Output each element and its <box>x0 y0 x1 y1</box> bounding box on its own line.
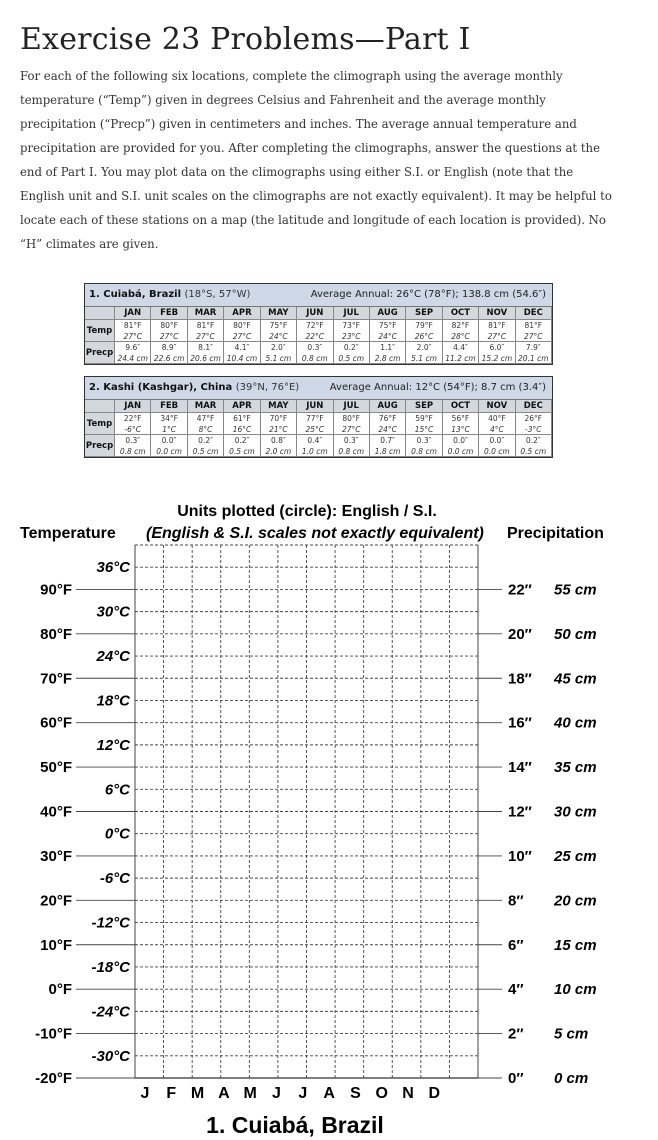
month-letter-label: N <box>402 1085 414 1102</box>
station-table-cuiaba <box>84 283 553 365</box>
fahrenheit-tick-label: 0°F <box>48 981 72 999</box>
temp-c-cell: 27°C <box>516 331 552 342</box>
temp-f-cell: 80°F <box>224 320 260 331</box>
month-letter-label: S <box>350 1085 361 1102</box>
precp-in-cell: 0.0″ <box>443 435 479 446</box>
inch-tick-label: 22″ <box>508 581 532 599</box>
station-header <box>85 377 552 400</box>
fahrenheit-tick-label: -10°F <box>35 1025 72 1043</box>
precp-cm-cell: 0.8 cm <box>297 353 333 364</box>
temp-c-cell: 22°C <box>297 331 333 342</box>
fahrenheit-tick-label: 30°F <box>40 847 72 865</box>
precp-cm-cell: 1.8 cm <box>370 446 406 457</box>
station-annual-average: Average Annual: 26°C (78°F); 138.8 cm (54.6″) <box>310 289 546 300</box>
climograph-caption: 1. Cuiabá, Brazil <box>206 1112 384 1138</box>
month-header: APR <box>224 400 260 413</box>
temperature-heading: Temperature <box>20 525 116 542</box>
cm-tick-label: 20 cm <box>554 892 597 910</box>
month-header: NOV <box>479 307 515 320</box>
temp-c-cell: 27°C <box>224 331 260 342</box>
precp-cm-cell: 15.2 cm <box>479 353 515 364</box>
inch-tick-label: 18″ <box>508 670 532 688</box>
month-header: DEC <box>516 400 552 413</box>
cm-tick-label: 55 cm <box>554 581 597 599</box>
month-header: APR <box>224 307 260 320</box>
month-letter-label: D <box>428 1085 441 1102</box>
temp-f-cell: 80°F <box>334 413 370 424</box>
celsius-tick-label: -6°C <box>99 870 130 888</box>
temp-f-cell: 79°F <box>406 320 442 331</box>
month-header: AUG <box>370 307 406 320</box>
temp-c-cell: 24°C <box>370 424 406 435</box>
precp-cm-cell: 0.0 cm <box>479 446 515 457</box>
fahrenheit-tick-label: -20°F <box>35 1070 72 1087</box>
temp-f-cell: 59°F <box>406 413 442 424</box>
temp-f-cell: 81°F <box>115 320 151 331</box>
precp-in-cell: 1.1″ <box>370 342 406 353</box>
celsius-tick-label: -30°C <box>91 1047 130 1065</box>
precp-cm-cell: 20.1 cm <box>516 353 552 364</box>
month-header: SEP <box>406 400 442 413</box>
temp-c-cell: 21°C <box>261 424 297 435</box>
inch-tick-label: 6″ <box>508 936 524 954</box>
temp-c-cell: 15°C <box>406 424 442 435</box>
instructions-paragraph: For each of the following six locations, complete the climograph using the average monthly temperature (“Temp”) given in degrees Celsius and Fahrenheit and the average monthly precipitation (“Precp”) given in centimeters and inches. The average annual temperature and precipitation are provided for you. After completing the climographs, answer the questions at the end of Part I. You may plot data on the climographs using either S.I. or English (note that the English unit and S.I. unit scales on the climographs are not exactly equivalent). It may be helpful to locate each of these stations on a map (the latitude and longitude of each location is provided). No “H” climates are given. <box>20 69 612 251</box>
temp-c-cell: 4°C <box>479 424 515 435</box>
precp-cm-cell: 5.1 cm <box>406 353 442 364</box>
temp-c-cell: 26°C <box>406 331 442 342</box>
month-letter-label: J <box>140 1085 150 1102</box>
celsius-tick-label: 30°C <box>96 603 130 621</box>
precp-cm-cell: 2.0 cm <box>261 446 297 457</box>
temp-f-cell: 70°F <box>261 413 297 424</box>
fahrenheit-tick-label: 70°F <box>40 670 72 688</box>
cm-tick-label: 15 cm <box>554 936 597 954</box>
precp-in-cell: 0.0″ <box>479 435 515 446</box>
temp-f-cell: 61°F <box>224 413 260 424</box>
celsius-tick-label: -18°C <box>91 958 130 976</box>
precp-in-cell: 0.2″ <box>188 435 224 446</box>
precipitation-heading: Precipitation <box>507 525 604 542</box>
precp-cm-cell: 0.5 cm <box>334 353 370 364</box>
month-header: JUL <box>334 307 370 320</box>
precp-in-cell: 0.4″ <box>297 435 333 446</box>
scales-note: (English & S.I. scales not exactly equivalent) <box>146 525 484 542</box>
precp-cm-cell: 5.1 cm <box>261 353 297 364</box>
month-header: JUN <box>297 400 333 413</box>
precp-cm-cell: 0.8 cm <box>115 446 151 457</box>
celsius-tick-label: -12°C <box>91 914 130 932</box>
inch-tick-label: 0″ <box>508 1070 524 1087</box>
temp-f-cell: 34°F <box>151 413 187 424</box>
temp-f-cell: 26°F <box>516 413 552 424</box>
temp-c-cell: -3°C <box>516 424 552 435</box>
month-header: FEB <box>151 400 187 413</box>
cm-tick-label: 0 cm <box>554 1070 589 1087</box>
temp-c-cell: 16°C <box>224 424 260 435</box>
precp-in-cell: 0.8″ <box>261 435 297 446</box>
temp-c-cell: 13°C <box>443 424 479 435</box>
fahrenheit-tick-label: 40°F <box>40 803 72 821</box>
station-header <box>85 284 552 307</box>
month-header: MAY <box>261 400 297 413</box>
precp-in-cell: 0.2″ <box>224 435 260 446</box>
temp-f-cell: 80°F <box>151 320 187 331</box>
precp-in-cell: 7.9″ <box>516 342 552 353</box>
precp-in-cell: 4.4″ <box>443 342 479 353</box>
temp-c-cell: 24°C <box>261 331 297 342</box>
precp-in-cell: 0.3″ <box>297 342 333 353</box>
precp-in-cell: 8.1″ <box>188 342 224 353</box>
temp-c-cell: 25°C <box>297 424 333 435</box>
month-letter-label: M <box>190 1085 205 1102</box>
precp-cm-cell: 10.4 cm <box>224 353 260 364</box>
station-name <box>89 382 299 393</box>
cm-tick-label: 45 cm <box>554 670 597 688</box>
cm-tick-label: 30 cm <box>554 803 597 821</box>
station-table-kashi <box>84 376 553 458</box>
inch-tick-label: 2″ <box>508 1025 524 1043</box>
station-annual-average: Average Annual: 12°C (54°F); 8.7 cm (3.4″) <box>329 382 546 393</box>
row-label-precp: Precp <box>85 342 115 364</box>
fahrenheit-tick-label: 20°F <box>40 892 72 910</box>
precp-in-cell: 0.3″ <box>334 435 370 446</box>
precp-cm-cell: 2.8 cm <box>370 353 406 364</box>
corner-cell <box>85 307 115 320</box>
precp-in-cell: 9.6″ <box>115 342 151 353</box>
month-letter-label: A <box>323 1085 335 1102</box>
temp-c-cell: 27°C <box>188 331 224 342</box>
fahrenheit-tick-label: 80°F <box>40 625 72 643</box>
month-header: JAN <box>115 307 151 320</box>
precp-cm-cell: 0.0 cm <box>151 446 187 457</box>
page-title: Exercise 23 Problems—Part I <box>20 22 471 58</box>
month-letter-label: M <box>243 1085 257 1102</box>
temp-f-cell: 40°F <box>479 413 515 424</box>
month-header: OCT <box>443 400 479 413</box>
temp-f-cell: 81°F <box>516 320 552 331</box>
precp-cm-cell: 0.5 cm <box>188 446 224 457</box>
temp-c-cell: 27°C <box>151 331 187 342</box>
station-data-grid <box>85 307 552 364</box>
temp-f-cell: 47°F <box>188 413 224 424</box>
precp-in-cell: 2.0″ <box>261 342 297 353</box>
celsius-tick-label: 0°C <box>104 825 130 843</box>
precp-cm-cell: 1.0 cm <box>297 446 333 457</box>
station-name <box>89 289 250 300</box>
month-header: NOV <box>479 400 515 413</box>
celsius-tick-label: 18°C <box>96 692 130 710</box>
celsius-tick-label: 6°C <box>104 781 130 799</box>
precp-in-cell: 8.9″ <box>151 342 187 353</box>
month-header: AUG <box>370 400 406 413</box>
celsius-tick-label: -24°C <box>91 1003 130 1021</box>
month-header: DEC <box>516 307 552 320</box>
temp-f-cell: 56°F <box>443 413 479 424</box>
precp-in-cell: 6.0″ <box>479 342 515 353</box>
row-label-temp: Temp <box>85 413 115 435</box>
month-header: JUN <box>297 307 333 320</box>
fahrenheit-tick-label: 90°F <box>40 581 72 599</box>
inch-tick-label: 16″ <box>508 714 532 732</box>
precp-in-cell: 0.3″ <box>406 435 442 446</box>
celsius-tick-label: 12°C <box>96 736 130 754</box>
month-letter-label: J <box>272 1085 281 1102</box>
inch-tick-label: 10″ <box>508 847 532 865</box>
temp-c-cell: 8°C <box>188 424 224 435</box>
month-header: MAR <box>188 307 224 320</box>
temp-c-cell: 27°C <box>115 331 151 342</box>
station-coords: (39°N, 76°E) <box>235 382 300 393</box>
fahrenheit-tick-label: 10°F <box>40 936 72 954</box>
inch-tick-label: 8″ <box>508 892 524 910</box>
month-header: FEB <box>151 307 187 320</box>
cm-tick-label: 35 cm <box>554 759 597 777</box>
inch-tick-label: 12″ <box>508 803 532 821</box>
inch-tick-label: 20″ <box>508 625 532 643</box>
month-header: OCT <box>443 307 479 320</box>
month-header: MAR <box>188 400 224 413</box>
precp-in-cell: 0.3″ <box>115 435 151 446</box>
climograph-chart <box>0 490 658 1140</box>
month-header: MAY <box>261 307 297 320</box>
precp-cm-cell: 11.2 cm <box>443 353 479 364</box>
month-header: JUL <box>334 400 370 413</box>
month-letter-label: O <box>375 1085 388 1102</box>
precp-in-cell: 0.2″ <box>516 435 552 446</box>
station-coords: (18°S, 57°W) <box>184 289 251 300</box>
temp-c-cell: 28°C <box>443 331 479 342</box>
precp-in-cell: 0.0″ <box>151 435 187 446</box>
inch-tick-label: 4″ <box>508 981 524 999</box>
celsius-tick-label: 24°C <box>96 648 130 666</box>
precp-in-cell: 4.1″ <box>224 342 260 353</box>
station-name-text: 1. Cuiabá, Brazil <box>89 289 185 300</box>
temp-c-cell: 24°C <box>370 331 406 342</box>
cm-tick-label: 25 cm <box>554 847 597 865</box>
precp-cm-cell: 0.8 cm <box>406 446 442 457</box>
temp-f-cell: 82°F <box>443 320 479 331</box>
temp-f-cell: 77°F <box>297 413 333 424</box>
station-data-grid <box>85 400 552 457</box>
corner-cell <box>85 400 115 413</box>
temp-c-cell: 27°C <box>334 424 370 435</box>
fahrenheit-tick-label: 60°F <box>40 714 72 732</box>
temp-c-cell: 27°C <box>479 331 515 342</box>
temp-f-cell: 75°F <box>261 320 297 331</box>
month-letter-label: F <box>166 1085 177 1102</box>
cm-tick-label: 40 cm <box>554 714 597 732</box>
cm-tick-label: 5 cm <box>554 1025 589 1043</box>
precp-cm-cell: 0.5 cm <box>224 446 260 457</box>
precp-in-cell: 0.2″ <box>334 342 370 353</box>
row-label-temp: Temp <box>85 320 115 342</box>
cm-tick-label: 50 cm <box>554 625 597 643</box>
station-name-text: 2. Kashi (Kashgar), China <box>89 382 236 393</box>
precp-cm-cell: 0.0 cm <box>443 446 479 457</box>
month-header: JAN <box>115 400 151 413</box>
temp-f-cell: 72°F <box>297 320 333 331</box>
month-header: SEP <box>406 307 442 320</box>
precp-in-cell: 2.0″ <box>406 342 442 353</box>
row-label-precp: Precp <box>85 435 115 457</box>
temp-c-cell: -6°C <box>115 424 151 435</box>
fahrenheit-tick-label: 50°F <box>40 759 72 777</box>
temp-f-cell: 73°F <box>334 320 370 331</box>
celsius-tick-label: 36°C <box>96 559 130 577</box>
temp-f-cell: 75°F <box>370 320 406 331</box>
month-letter-label: J <box>298 1085 308 1102</box>
temp-f-cell: 76°F <box>370 413 406 424</box>
cm-tick-label: 10 cm <box>554 981 597 999</box>
temp-f-cell: 81°F <box>188 320 224 331</box>
units-plotted-label: Units plotted (circle): English / S.I. <box>177 503 437 520</box>
precp-in-cell: 0.7″ <box>370 435 406 446</box>
precp-cm-cell: 0.8 cm <box>334 446 370 457</box>
temp-f-cell: 81°F <box>479 320 515 331</box>
inch-tick-label: 14″ <box>508 759 532 777</box>
month-letter-label: A <box>218 1085 230 1102</box>
precp-cm-cell: 0.5 cm <box>516 446 552 457</box>
precp-cm-cell: 24.4 cm <box>115 353 151 364</box>
precp-cm-cell: 20.6 cm <box>188 353 224 364</box>
temp-c-cell: 23°C <box>334 331 370 342</box>
precp-cm-cell: 22.6 cm <box>151 353 187 364</box>
temp-f-cell: 22°F <box>115 413 151 424</box>
temp-c-cell: 1°C <box>151 424 187 435</box>
